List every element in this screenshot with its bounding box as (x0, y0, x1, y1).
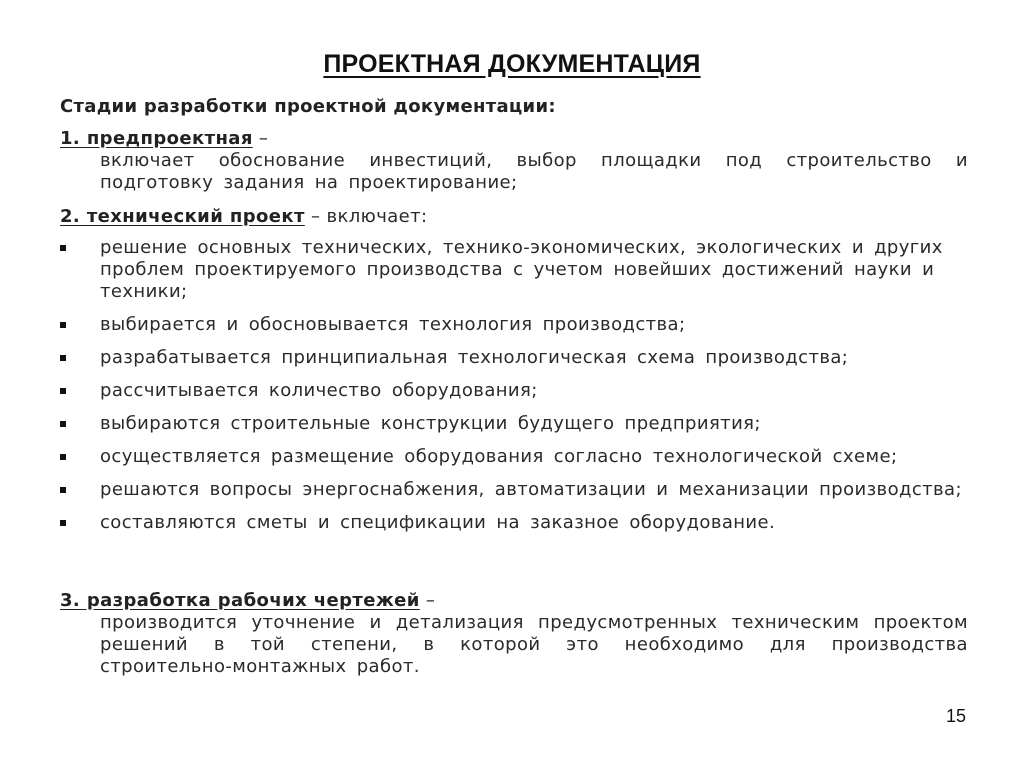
bullet-icon (60, 454, 66, 460)
stage-3-heading: 3. разработка рабочих чертежей (60, 590, 420, 611)
list-item: составляются сметы и спецификации на заказное оборудование. (60, 512, 968, 534)
bullet-icon (60, 355, 66, 361)
bullet-icon (60, 322, 66, 328)
stage-3-heading-line (60, 590, 968, 612)
stage-2-heading: 2. технический проект (60, 206, 305, 227)
list-item: рассчитывается количество оборудования; (60, 380, 968, 402)
stage-2-suffix: – включает: (304, 206, 428, 227)
section-subtitle: Стадии разработки проектной документации: (60, 96, 556, 117)
list-item: осуществляется размещение оборудования согласно технологической схеме; (60, 446, 968, 468)
stage-1-text: включает обоснование инвестиций, выбор площадки под строительство и подготовку задания на проектирование; (100, 150, 968, 193)
stage-3-block (60, 590, 968, 678)
stage-1-heading-line (60, 128, 968, 150)
list-item: выбирается и обосновывается технология производства; (60, 314, 968, 336)
stage-2-list (60, 237, 968, 545)
bullet-icon (60, 388, 66, 394)
list-item: выбираются строительные конструкции будущего предприятия; (60, 413, 968, 435)
stage-1-block (60, 128, 968, 194)
list-item: разрабатывается принципиальная технологическая схема производства; (60, 347, 968, 369)
bullet-icon (60, 487, 66, 493)
stage-1-dash: – (252, 128, 269, 149)
bullet-icon (60, 421, 66, 427)
stage-3-dash: – (419, 590, 436, 611)
list-item: решаются вопросы энергоснабжения, автоматизации и механизации производства; (60, 479, 968, 501)
stage-1-heading: 1. предпроектная (60, 128, 253, 149)
bullet-icon (60, 520, 66, 526)
list-item: решение основных технических, технико-экономических, экологических и других проблем проектируемого производства с учетом новейших достижений науки и техники; (60, 237, 968, 303)
stage-3-text: производится уточнение и детализация предусмотренных техническим проектом решений в той степени, в которой это необходимо для производства строительно-монтажных работ. (100, 612, 968, 677)
page-number: 15 (945, 706, 966, 726)
bullet-icon (60, 245, 66, 251)
stage-2-heading-line (60, 206, 968, 228)
page-title: ПРОЕКТНАЯ ДОКУМЕНТАЦИЯ (323, 50, 701, 78)
